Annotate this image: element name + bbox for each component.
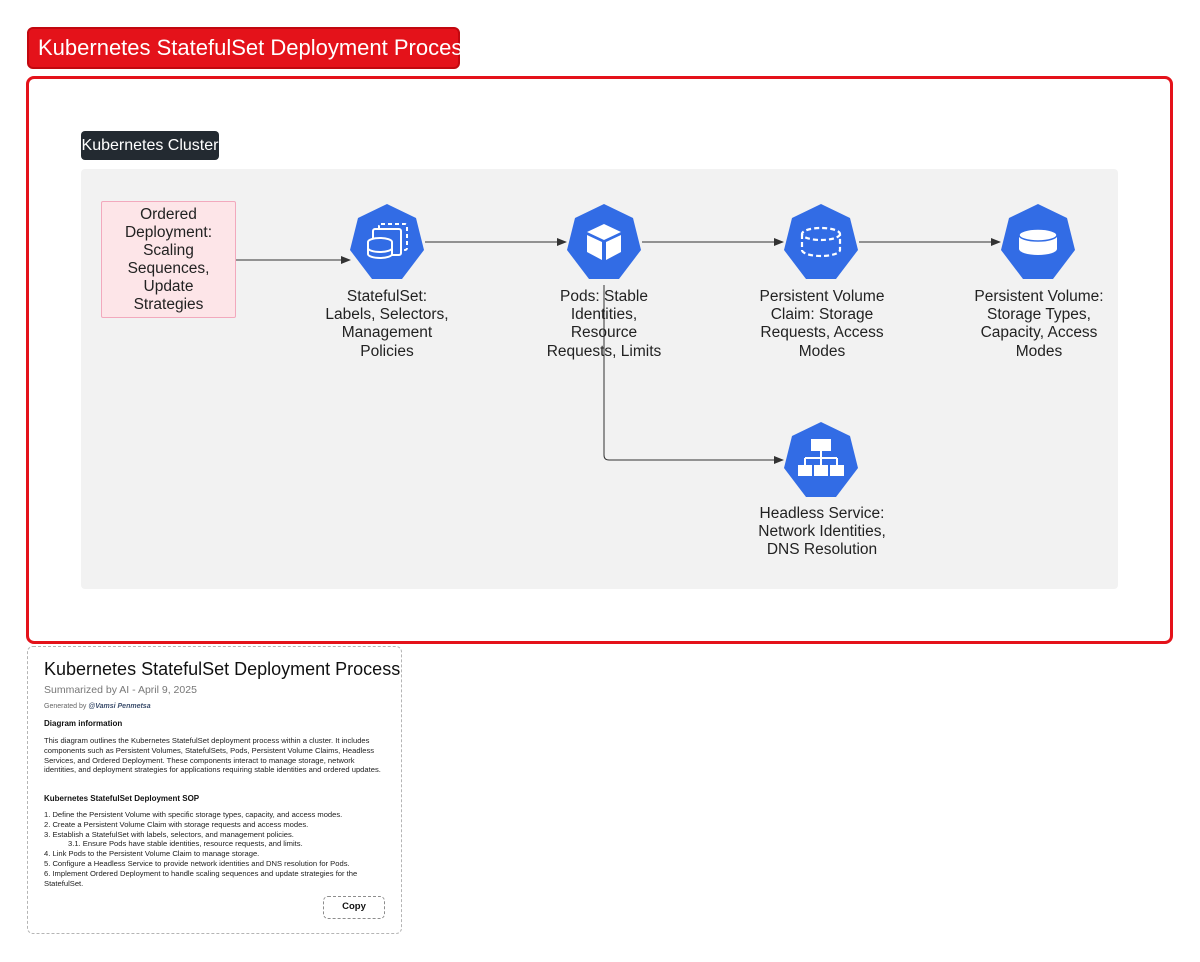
pvc-label: Persistent Volume Claim: Storage Requests, Access Modes (759, 288, 885, 360)
service-icon[interactable] (781, 420, 861, 500)
sop-step: 5. Configure a Headless Service to provide network identities and DNS resolution for Pods. (44, 858, 350, 868)
summary-subtitle: Summarized by AI - April 9, 2025 (44, 684, 197, 696)
pv-icon[interactable] (998, 202, 1078, 282)
sop-step: 6. Implement Ordered Deployment to handle scaling sequences and update strategies for the StatefulSet. (44, 868, 358, 888)
sop-substep: 3.1. Ensure Pods have stable identities, resource requests, and limits. (68, 839, 303, 849)
pods-label: Pods: Stable Identities, Resource Requests, Limits (546, 288, 662, 360)
pv-label: Persistent Volume: Storage Types, Capacity, Access Modes (974, 288, 1104, 360)
headless-service-label: Headless Service: Network Identities, DNS Resolution (758, 505, 886, 559)
sop-step: 2. Create a Persistent Volume Claim with storage requests and access modes. (44, 819, 309, 829)
generated-author[interactable]: @Vamsi Penmetsa (88, 703, 151, 710)
info-heading: Diagram information (44, 719, 123, 728)
sop-step: 3. Establish a StatefulSet with labels, selectors, and management policies. (44, 829, 294, 839)
summary-card (27, 646, 402, 934)
generated-by (44, 703, 151, 710)
sop-step: 4. Link Pods to the Persistent Volume Claim to manage storage. (44, 849, 260, 859)
info-text: This diagram outlines the Kubernetes StatefulSet deployment process within a cluster. It includes components such as Persistent Volumes, StatefulSets, Pods, Persistent Volume Claims, Headless Services, and Ordered Deployment. These components interact to manage storage, network identities, and deployment strategies for applications requiring stable identities and ordered updates. (44, 736, 381, 775)
pvc-icon[interactable] (781, 202, 861, 282)
sop-step: 1. Define the Persistent Volume with specific storage types, capacity, and access modes. (44, 810, 343, 819)
statefulset-icon[interactable] (347, 202, 427, 282)
cluster-label: Kubernetes Cluster (81, 131, 219, 160)
generated-prefix: Generated by (44, 703, 89, 710)
ordered-deployment-label: Ordered Deployment: Scaling Sequences, Update Strategies (124, 205, 212, 313)
copy-button[interactable]: Copy (323, 896, 385, 919)
statefulset-label: StatefulSet: Labels, Selectors, Management Policies (325, 288, 449, 360)
summary-title: Kubernetes StatefulSet Deployment Process (44, 659, 401, 679)
sop-list (44, 810, 389, 888)
pod-icon[interactable] (564, 202, 644, 282)
sop-heading: Kubernetes StatefulSet Deployment SOP (44, 794, 200, 803)
diagram-title: Kubernetes StatefulSet Deployment Process (27, 27, 460, 69)
